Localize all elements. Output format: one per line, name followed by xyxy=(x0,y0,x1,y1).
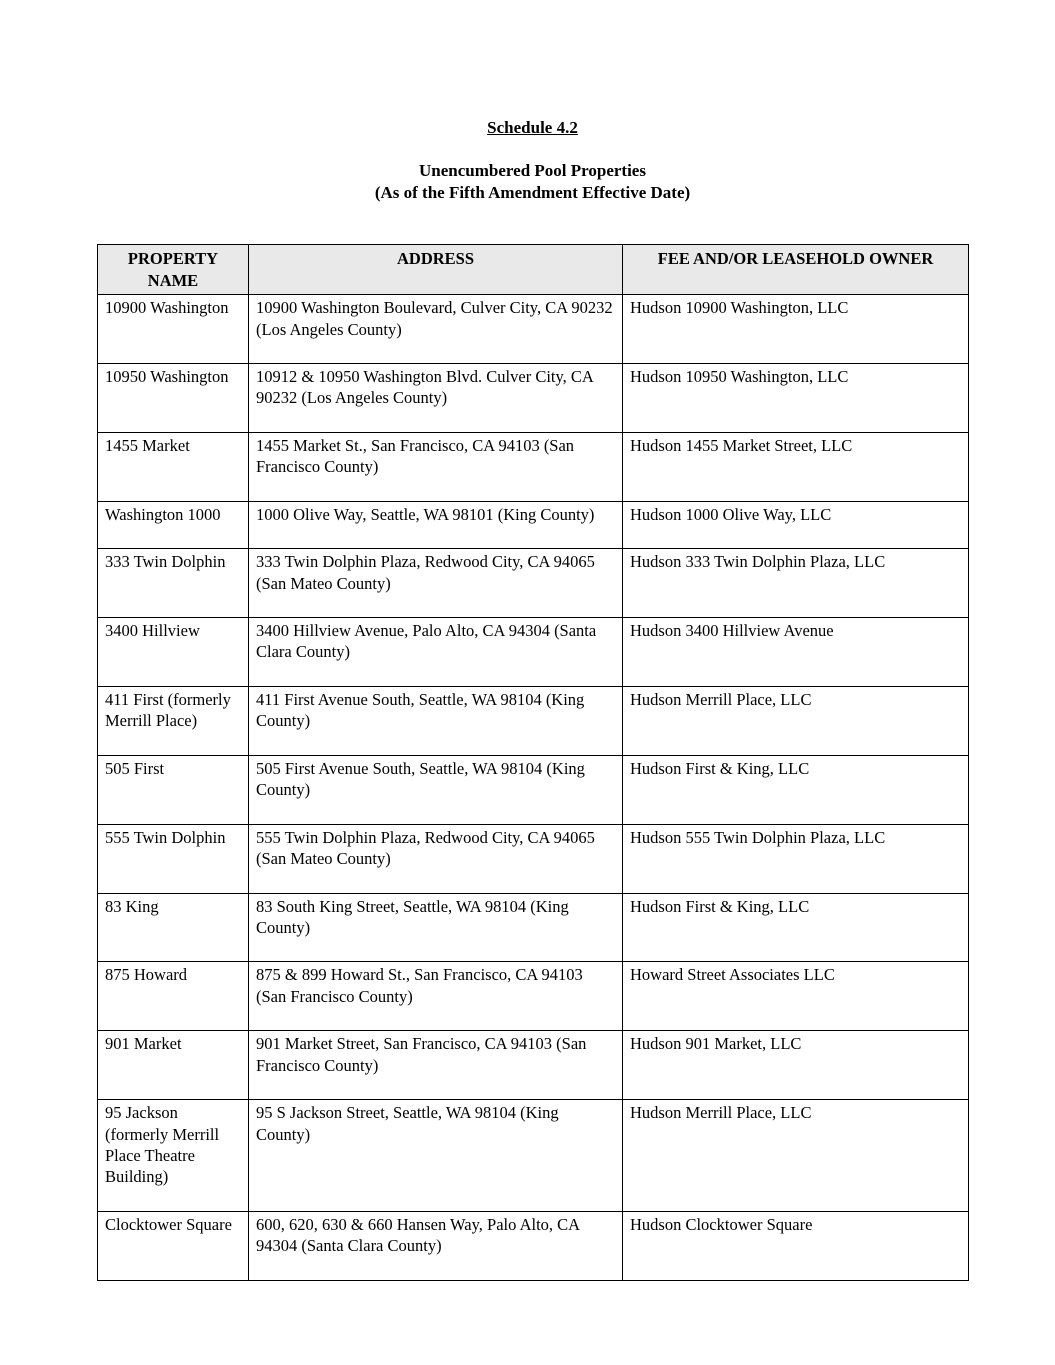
table-row xyxy=(98,686,969,755)
owner-cell: Hudson First & King, LLC xyxy=(623,893,969,962)
header-address: ADDRESS xyxy=(249,245,623,295)
property-name-cell: 555 Twin Dolphin xyxy=(98,824,249,893)
table-row xyxy=(98,549,969,618)
address-cell: 555 Twin Dolphin Plaza, Redwood City, CA 94065 (San Mateo County) xyxy=(249,824,623,893)
table-row xyxy=(98,755,969,824)
owner-cell: Hudson Clocktower Square xyxy=(623,1211,969,1280)
owner-cell: Hudson 555 Twin Dolphin Plaza, LLC xyxy=(623,824,969,893)
owner-cell: Hudson Merrill Place, LLC xyxy=(623,1100,969,1212)
document-subtitle xyxy=(97,160,968,204)
table-row xyxy=(98,1031,969,1100)
address-cell: 505 First Avenue South, Seattle, WA 98104 (King County) xyxy=(249,755,623,824)
subtitle-line-1: Unencumbered Pool Properties xyxy=(419,161,646,180)
table-row xyxy=(98,295,969,364)
property-name-cell: 10950 Washington xyxy=(98,363,249,432)
table-header-row xyxy=(98,245,969,295)
property-name-cell: 83 King xyxy=(98,893,249,962)
page-title xyxy=(97,118,968,138)
unencumbered-properties-table xyxy=(97,244,969,1281)
table-row xyxy=(98,501,969,548)
owner-cell: Hudson 3400 Hillview Avenue xyxy=(623,618,969,687)
property-name-cell: 95 Jackson (formerly Merrill Place Theatre Building) xyxy=(98,1100,249,1212)
property-name-cell: Washington 1000 xyxy=(98,501,249,548)
table-row xyxy=(98,893,969,962)
owner-cell: Hudson 10950 Washington, LLC xyxy=(623,363,969,432)
address-cell: 901 Market Street, San Francisco, CA 94103 (San Francisco County) xyxy=(249,1031,623,1100)
property-name-cell: 505 First xyxy=(98,755,249,824)
owner-cell: Hudson 333 Twin Dolphin Plaza, LLC xyxy=(623,549,969,618)
address-cell: 95 S Jackson Street, Seattle, WA 98104 (King County) xyxy=(249,1100,623,1212)
subtitle-line-2: (As of the Fifth Amendment Effective Date) xyxy=(374,183,691,203)
owner-cell: Hudson 1000 Olive Way, LLC xyxy=(623,501,969,548)
property-name-cell: 333 Twin Dolphin xyxy=(98,549,249,618)
property-name-cell: 411 First (formerly Merrill Place) xyxy=(98,686,249,755)
table-row xyxy=(98,618,969,687)
header-owner: FEE AND/OR LEASEHOLD OWNER xyxy=(623,245,969,295)
address-cell: 411 First Avenue South, Seattle, WA 98104 (King County) xyxy=(249,686,623,755)
table-row xyxy=(98,962,969,1031)
property-name-cell: 3400 Hillview xyxy=(98,618,249,687)
owner-cell: Howard Street Associates LLC xyxy=(623,962,969,1031)
property-name-cell: 875 Howard xyxy=(98,962,249,1031)
table-row xyxy=(98,1211,969,1280)
property-name-cell: 901 Market xyxy=(98,1031,249,1100)
address-cell: 333 Twin Dolphin Plaza, Redwood City, CA 94065 (San Mateo County) xyxy=(249,549,623,618)
address-cell: 1000 Olive Way, Seattle, WA 98101 (King County) xyxy=(249,501,623,548)
address-cell: 3400 Hillview Avenue, Palo Alto, CA 94304 (Santa Clara County) xyxy=(249,618,623,687)
schedule-heading: Schedule 4.2 xyxy=(487,118,578,137)
address-cell: 1455 Market St., San Francisco, CA 94103 (San Francisco County) xyxy=(249,432,623,501)
owner-cell: Hudson 1455 Market Street, LLC xyxy=(623,432,969,501)
address-cell: 10900 Washington Boulevard, Culver City, CA 90232 (Los Angeles County) xyxy=(249,295,623,364)
table-row xyxy=(98,363,969,432)
owner-cell: Hudson First & King, LLC xyxy=(623,755,969,824)
owner-cell: Hudson 10900 Washington, LLC xyxy=(623,295,969,364)
table-row xyxy=(98,824,969,893)
owner-cell: Hudson Merrill Place, LLC xyxy=(623,686,969,755)
property-name-cell: Clocktower Square xyxy=(98,1211,249,1280)
property-name-cell: 1455 Market xyxy=(98,432,249,501)
address-cell: 600, 620, 630 & 660 Hansen Way, Palo Alto, CA 94304 (Santa Clara County) xyxy=(249,1211,623,1280)
owner-cell: Hudson 901 Market, LLC xyxy=(623,1031,969,1100)
table-row xyxy=(98,432,969,501)
table-row xyxy=(98,1100,969,1212)
address-cell: 875 & 899 Howard St., San Francisco, CA 94103 (San Francisco County) xyxy=(249,962,623,1031)
property-name-cell: 10900 Washington xyxy=(98,295,249,364)
address-cell: 83 South King Street, Seattle, WA 98104 (King County) xyxy=(249,893,623,962)
address-cell: 10912 & 10950 Washington Blvd. Culver City, CA 90232 (Los Angeles County) xyxy=(249,363,623,432)
header-property-name: PROPERTY NAME xyxy=(98,245,249,295)
